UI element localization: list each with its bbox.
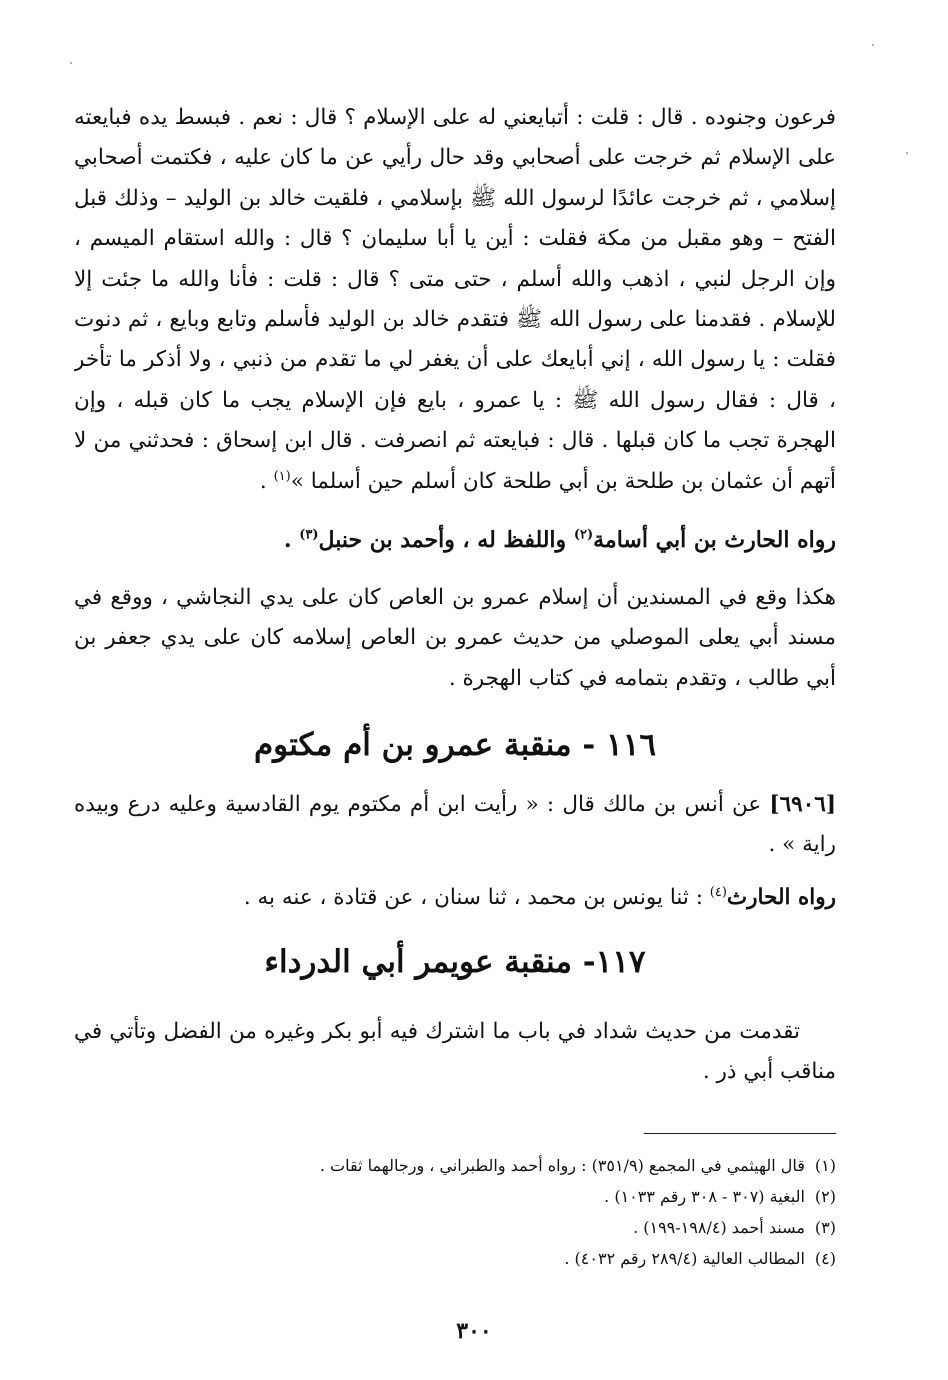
narration-line-1 xyxy=(74,520,836,560)
footnote-text: مسند أحمد (١٩٨/٤-١٩٩) . xyxy=(633,1217,805,1237)
footnote-mark: (١) xyxy=(814,1155,836,1175)
hadith-text: عن أنس بن مالك قال : « رأيت ابن أم مكتوم يوم القادسية وعليه درع وبيده راية » . xyxy=(74,792,836,858)
footnote-text: قال الهيثمي في المجمع (٣٥١/٩) : رواه أحمد والطبراني ، ورجالهما ثقات . xyxy=(319,1155,805,1175)
closing-paragraph: تقدمت من حديث شداد في باب ما اشترك فيه أبو بكر وغيره من الفضل وتأتي في مناقب أبي ذر . xyxy=(74,1018,836,1085)
scan-speck xyxy=(906,152,908,154)
narration-2-rest: : ثنا يونس بن محمد ، ثنا سنان ، عن قتادة ، عنه به . xyxy=(243,884,710,910)
footnote-ref-1: (١) xyxy=(273,468,291,484)
footnote-mark: (٣) xyxy=(814,1217,836,1237)
note-paragraph: هكذا وقع في المسندين أن إسلام عمرو بن العاص كان على يدي النجاشي ، ووقع في مسند أبي يعلى الموصلي من حديث عمرو بن العاص إسلامه كان على يدي جعفر بن أبي طالب ، وتقدم بتمامه في كتاب الهجرة . xyxy=(74,585,836,691)
footnotes-list xyxy=(74,1150,836,1274)
narration-1-part2: واللفظ له ، وأحمد بن حنبل xyxy=(318,527,574,553)
page-number: ٣٠٠ xyxy=(456,1318,492,1344)
intro-text: فرعون وجنوده . قال : قلت : أتبايعني له على الإسلام ؟ قال : نعم . فبسط يده فبايعته على الإسلام ثم خرجت على أصحابي وقد حال رأيي عن ما كان عليه ، فكتمت أصحابي إسلامي ، ثم خرجت عائدًا لرسول الله ﷺ بإسلامي ، فلقيت خالد بن الوليد – وذلك قبل الفتح – وهو مقبل من مكة فقلت : أين يا أبا سليمان ؟ قال : والله استقام الميسم ، وإن الرجل لنبي ، اذهب والله أسلم ، حتى متى ؟ قال : قلت : فأنا والله ما جئت إلا للإسلام . فقدمنا على رسول الله ﷺ فتقدم خالد بن الوليد فأسلم وتابع وبايع ، ثم دنوت فقلت : يا رسول الله ، إني أبايعك على أن يغفر لي ما تقدم من ذنبي ، ولا أذكر ما تأخر ، قال : فقال رسول الله ﷺ : يا عمرو ، بايع فإن الإسلام يجب ما كان قبله ، وإن الهجرة تجب ما كان قبلها . قال : فبايعته ثم انصرفت . قال ابن إسحاق : فحدثني من لا أتهم أن عثمان بن طلحة بن أبي طلحة كان أسلم حين أسلما » xyxy=(74,105,836,494)
footnote-ref-4: (٤) xyxy=(709,884,727,900)
narration-1-part1: رواه الحارث بن أبي أسامة xyxy=(593,527,836,553)
narration-1-end: . xyxy=(283,527,300,553)
section-117-heading: ١١٧- منقبة عويمر أبي الدرداء xyxy=(264,943,646,980)
footnote-mark: (٢) xyxy=(814,1186,836,1206)
section-116-heading: ١١٦ - منقبة عمرو بن أم مكتوم xyxy=(253,727,656,763)
footnote-1 xyxy=(74,1150,836,1181)
footnote-2 xyxy=(74,1181,836,1212)
narration-line-2 xyxy=(74,878,836,918)
footnote-3 xyxy=(74,1212,836,1243)
footnote-mark: (٤) xyxy=(814,1248,836,1268)
intro-paragraph xyxy=(74,98,836,502)
scan-speck xyxy=(872,44,874,46)
footnote-divider xyxy=(644,1133,836,1134)
scan-speck xyxy=(70,62,72,64)
hadith-6906 xyxy=(74,785,836,866)
footnote-ref-2: (٢) xyxy=(573,527,594,543)
hadith-number: [٦٩٠٦] xyxy=(769,792,836,817)
footnote-ref-3: (٣) xyxy=(299,527,319,543)
footnote-text: المطالب العالية (٢٨٩/٤ رقم ٤٠٣٢) . xyxy=(564,1248,805,1268)
page-body xyxy=(74,98,836,1274)
narration-2-source: رواه الحارث xyxy=(726,884,836,910)
footnote-4 xyxy=(74,1243,836,1274)
footnote-text: البغية (٣٠٧ - ٣٠٨ رقم ١٠٣٣) . xyxy=(604,1186,805,1206)
intro-end: . xyxy=(259,468,274,494)
